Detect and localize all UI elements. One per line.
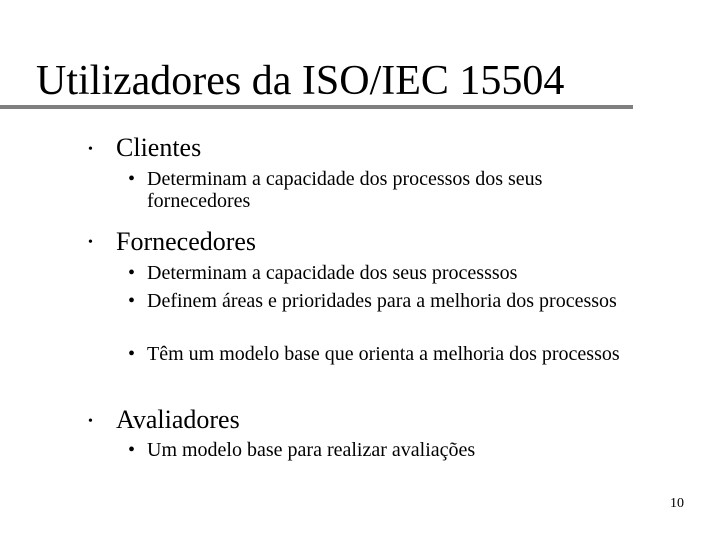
list-item-text: Um modelo base para realizar avaliações bbox=[147, 439, 476, 461]
list-item-text: Determinam a capacidade dos processos dos seus fornecedores bbox=[147, 168, 543, 212]
list-item bbox=[128, 168, 648, 212]
slide-title: Utilizadores da ISO/IEC 15504 bbox=[36, 58, 565, 104]
title-divider bbox=[0, 105, 633, 109]
list-item-text: Têm um modelo base que orienta a melhoria dos processos bbox=[147, 343, 620, 365]
list-item bbox=[128, 439, 648, 461]
list-item-text: Definem áreas e prioridades para a melhoria dos processos bbox=[147, 290, 617, 312]
list-item bbox=[128, 262, 648, 284]
list-item bbox=[128, 290, 648, 312]
bullet-icon: • bbox=[128, 168, 136, 190]
bullet-icon: • bbox=[128, 290, 136, 312]
list-item-text: Determinam a capacidade dos seus processsos bbox=[147, 262, 518, 284]
section-heading-clientes: Clientes bbox=[116, 133, 202, 162]
bullet-icon: • bbox=[128, 439, 136, 461]
bullet-icon: • bbox=[128, 262, 136, 284]
list-item bbox=[128, 343, 648, 365]
section-heading-avaliadores: Avaliadores bbox=[116, 405, 240, 434]
page-number: 10 bbox=[670, 496, 684, 511]
bullet-icon: • bbox=[88, 142, 93, 157]
bullet-icon: • bbox=[88, 414, 93, 429]
section-heading-fornecedores: Fornecedores bbox=[116, 227, 257, 256]
bullet-icon: • bbox=[128, 343, 136, 365]
bullet-icon: • bbox=[88, 235, 93, 250]
